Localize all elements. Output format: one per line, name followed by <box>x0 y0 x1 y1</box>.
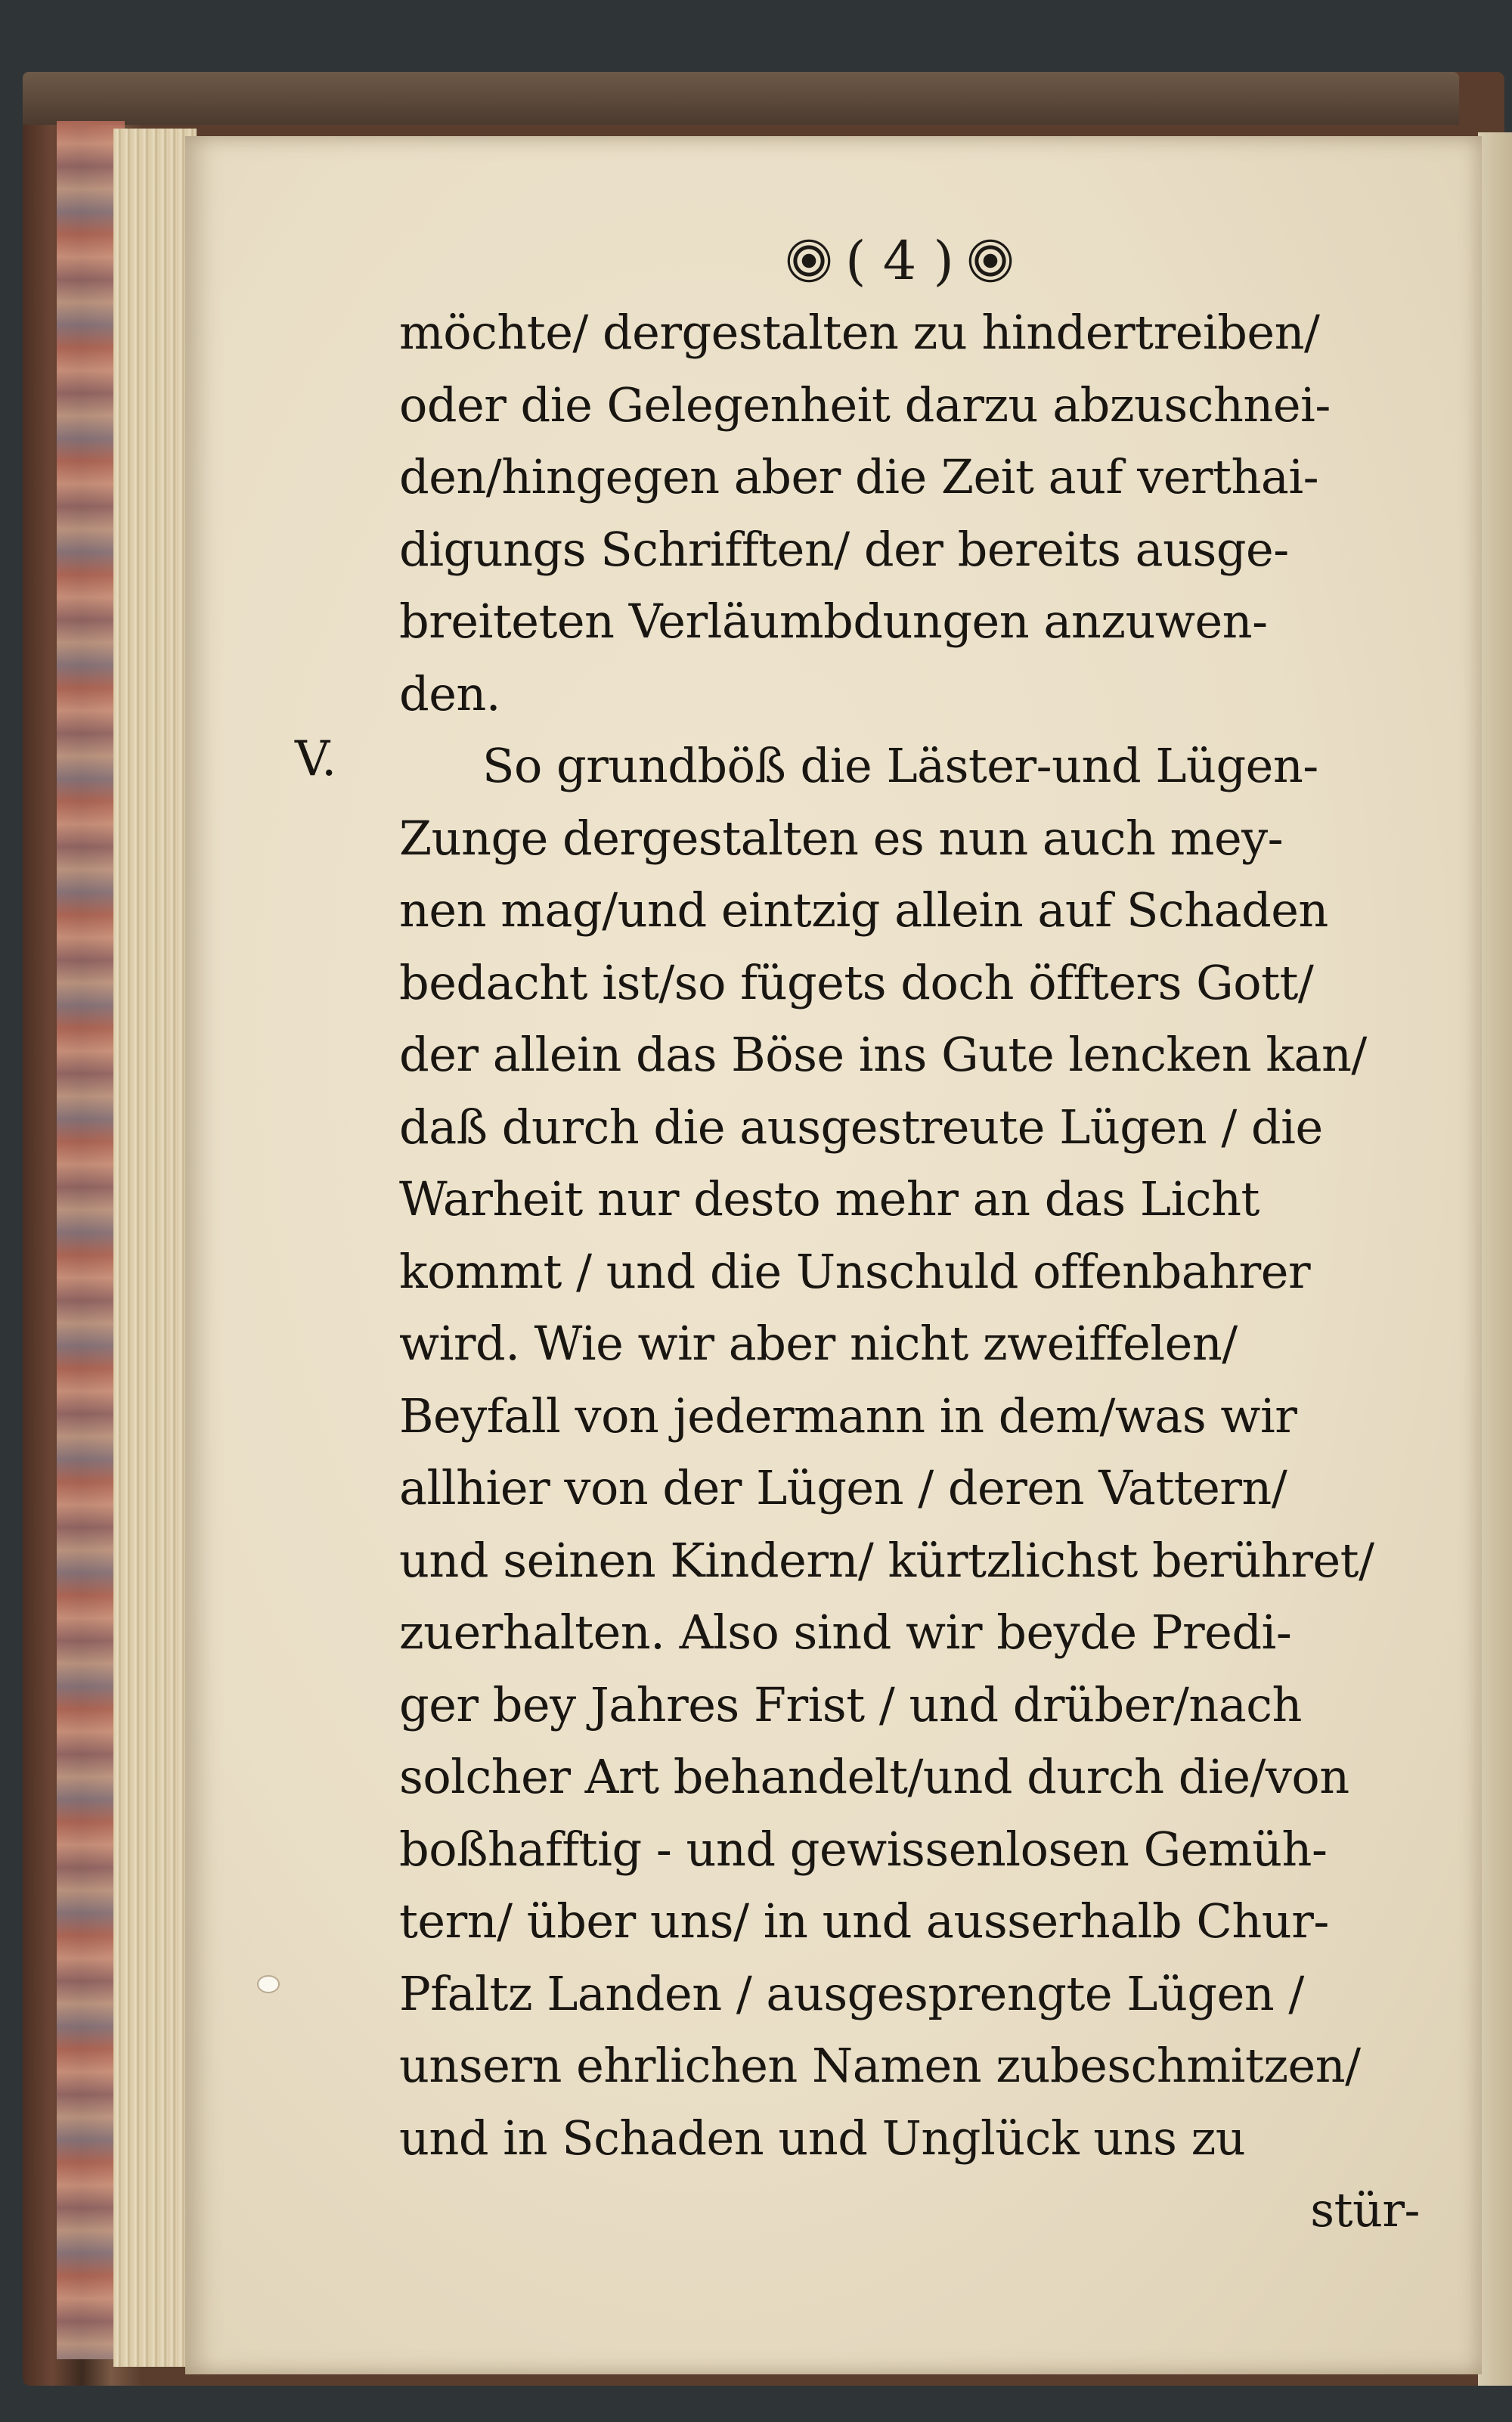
text-line: oder die Gelegenheit darzu abzuschnei- <box>399 377 1331 433</box>
text-line: Warheit nur desto mehr an das Licht <box>399 1171 1259 1227</box>
text-line: breiteten Verläumbdungen anzuwen- <box>399 594 1268 649</box>
book-cover-top-edge <box>23 72 1459 125</box>
text-line: der allein das Böse ins Gute lencken kan/ <box>399 1027 1367 1082</box>
text-line: solcher Art behandelt/und durch die/von <box>399 1749 1349 1804</box>
facing-page-edge <box>1478 132 1512 2386</box>
text-line: und in Schaden und Unglück uns zu <box>399 2110 1246 2166</box>
page-header <box>741 219 1058 302</box>
text-line: unsern ehrlichen Namen zubeschmitzen/ <box>399 2038 1361 2093</box>
left-ornament-icon <box>785 237 833 285</box>
catchword: stür- <box>1310 2182 1420 2237</box>
text-line: Beyfall von jedermann in dem/was wir <box>399 1388 1297 1444</box>
text-line: allhier von der Lügen / deren Vattern/ <box>399 1460 1287 1515</box>
text-line: nen mag/und eintzig allein auf Schaden <box>399 882 1328 938</box>
text-line: kommt / und die Unschuld offenbahrer <box>399 1243 1311 1299</box>
text-line: daß durch die ausgestreute Lügen / die <box>399 1099 1323 1155</box>
text-line: So grundböß die Läster-und Lügen- <box>482 738 1318 793</box>
text-line: Zunge dergestalten es nun auch mey- <box>399 810 1284 866</box>
text-line: bedacht ist/so fügets doch öffters Gott/ <box>399 954 1314 1010</box>
page-number: ( 4 ) <box>845 230 954 292</box>
text-line: möchte/ dergestalten zu hindertreiben/ <box>399 305 1320 360</box>
text-line: und seinen Kindern/ kürtzlichst berühret/ <box>399 1532 1374 1588</box>
text-line: tern/ über uns/ in und ausserhalb Chur- <box>399 1893 1329 1949</box>
text-line: Pfaltz Landen / ausgesprengte Lügen / <box>399 1965 1304 2021</box>
paper-hole <box>257 1975 280 1993</box>
text-line: digungs Schrifften/ der bereits ausge- <box>399 521 1289 577</box>
text-line: den. <box>399 665 501 721</box>
section-marker: V. <box>295 731 337 787</box>
page-stack-edges <box>113 129 197 2367</box>
right-ornament-icon <box>966 237 1015 285</box>
text-line: boßhafftig - und gewissenlosen Gemüh- <box>399 1821 1328 1877</box>
text-line: wird. Wie wir aber nicht zweiffelen/ <box>399 1316 1238 1371</box>
text-line: zuerhalten. Also sind wir beyde Predi- <box>399 1605 1292 1660</box>
text-line: ger bey Jahres Frist / und drüber/nach <box>399 1676 1302 1732</box>
body-text <box>399 296 1420 2247</box>
text-line: den/hingegen aber die Zeit auf verthai- <box>399 449 1319 504</box>
